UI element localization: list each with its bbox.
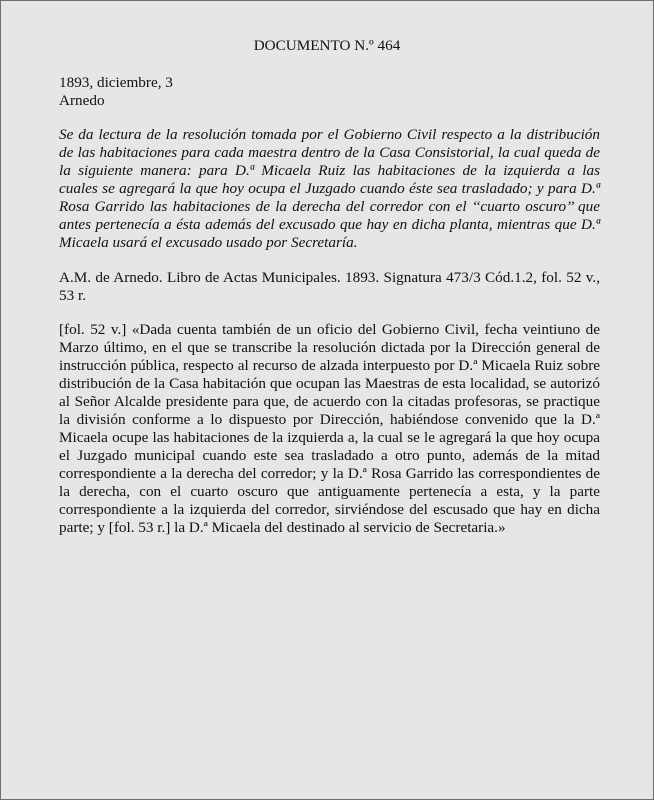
transcription-line: el Juzgado municipal cuando este sea trasladado a otro punto, además de la mitad <box>59 447 600 464</box>
summary-line: antes pertenecía a ésta además del excusado que hay en dicha planta, mientras que D.ª <box>59 216 600 233</box>
summary-line: la siguiente manera: para D.ª Micaela Ruiz las habitaciones de la izquierda a las <box>59 162 600 179</box>
transcription-line: al Señor Alcalde presidente para que, de acuerdo con la citadas profesoras, se practique <box>59 393 600 410</box>
document-date: 1893, diciembre, 3 <box>59 74 173 91</box>
transcription-line: instrucción pública, respecto al recurso de alzada interpuesto por D.ª Micaela Ruiz sobre <box>59 357 600 374</box>
archive-reference-line: A.M. de Arnedo. Libro de Actas Municipales. 1893. Signatura 473/3 Cód.1.2, fol. 52 v., <box>59 269 600 286</box>
document-place: Arnedo <box>59 92 105 109</box>
document-title: DOCUMENTO N.º 464 <box>253 37 401 54</box>
transcription-line: correspondiente a la izquierda del corredor, sirviéndose del escusado que hay en dicha <box>59 501 600 518</box>
transcription-line: la división conforme a lo dispuesto por Dirección, habiéndose convenido que la D.ª <box>59 411 600 428</box>
summary-line: Micaela usará el excusado usado por Secretaría. <box>59 234 358 251</box>
transcription-line: Micaela ocupe las habitaciones de la izquierda a, la cual se le agregará la que hoy ocupa <box>59 429 600 446</box>
transcription-paragraph <box>59 321 600 537</box>
transcription-line: la derecha, con el cuarto oscuro que antiguamente pertenecía a esta, y la parte <box>59 483 600 500</box>
transcription-line: correspondiente a la derecha del corredor; y la D.ª Rosa Garrido las correspondientes de <box>59 465 600 482</box>
summary-line: de las habitaciones para cada maestra dentro de la Casa Consistorial, la cual queda de <box>59 144 600 161</box>
transcription-line: parte; y [fol. 53 r.] la D.ª Micaela del destinado al servicio de Secretaria.» <box>59 519 506 536</box>
date-place-block <box>59 74 599 110</box>
summary-line: Rosa Garrido las habitaciones de la derecha del corredor con el ‘‘cuarto oscuro’’ que <box>59 198 600 215</box>
transcription-line: distribución de la Casa habitación que ocupan las Maestras de esta localidad, se autorizó <box>59 375 600 392</box>
transcription-line: [fol. 52 v.] «Dada cuenta también de un oficio del Gobierno Civil, fecha veintiuno de <box>59 321 600 338</box>
archive-reference-line: 53 r. <box>59 287 87 304</box>
summary-paragraph <box>59 126 600 252</box>
summary-line: Se da lectura de la resolución tomada por el Gobierno Civil respecto a la distribución <box>59 126 600 143</box>
archive-reference <box>59 269 600 305</box>
transcription-line: Marzo último, en el que se transcribe la resolución dictada por la Dirección general de <box>59 339 600 356</box>
summary-line: cuales se agregará la que hoy ocupa el Juzgado cuando éste sea trasladado; y para D.ª <box>59 180 600 197</box>
